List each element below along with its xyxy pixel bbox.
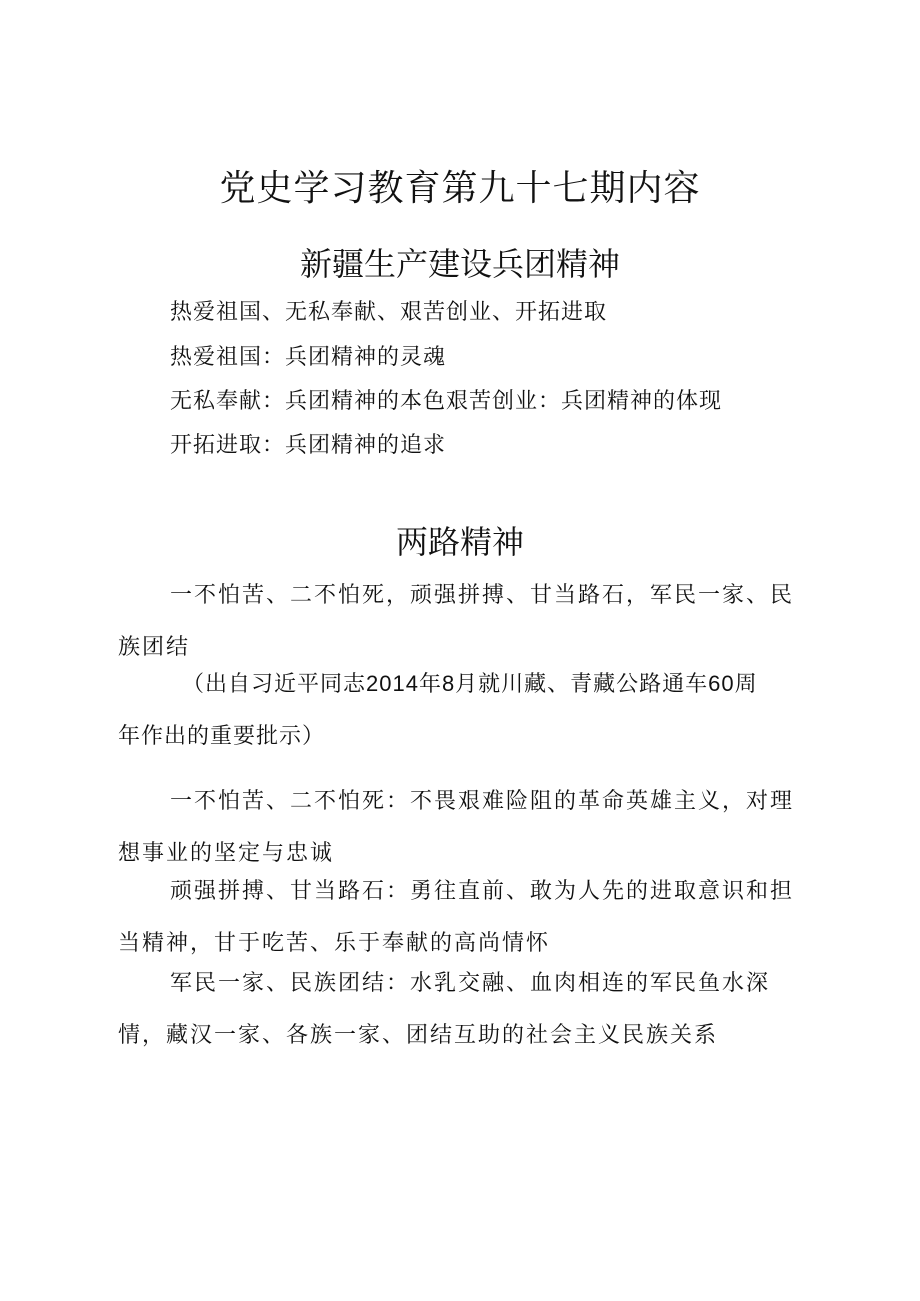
lianglu-paragraph: 一不怕苦、二不怕死：不畏艰难险阻的革命英雄主义，对理想事业的坚定与忠诚 xyxy=(118,789,795,866)
document-title: 党史学习教育第九十七期内容 xyxy=(219,168,701,209)
section-heading-bingtuan: 新疆生产建设兵团精神 xyxy=(299,245,620,283)
source-note: （出自习近平同志2014年8月就川藏、青藏公路通车60周年作出的重要批示） xyxy=(118,671,758,748)
bingtuan-spirit-line: 无私奉献：兵团精神的本色艰苦创业：兵团精神的体现 xyxy=(170,389,723,414)
section-heading-lianglu: 两路精神 xyxy=(395,523,524,561)
lianglu-spirit-summary: 一不怕苦、二不怕死，顽强拼搏、甘当路石，军民一家、民族团结 xyxy=(118,583,795,660)
bingtuan-spirit-line: 热爱祖国：兵团精神的灵魂 xyxy=(170,345,447,370)
lianglu-paragraph: 军民一家、民族团结：水乳交融、血肉相连的军民鱼水深情，藏汉一家、各族一家、团结互助的社会主义民族关系 xyxy=(118,971,771,1048)
bingtuan-spirit-line: 开拓进取：兵团精神的追求 xyxy=(170,433,447,458)
lianglu-paragraph: 顽强拼搏、甘当路石：勇往直前、敢为人先的进取意识和担当精神，甘于吃苦、乐于奉献的高尚情怀 xyxy=(118,879,795,956)
bingtuan-spirit-summary: 热爱祖国、无私奉献、艰苦创业、开拓进取 xyxy=(170,300,608,325)
